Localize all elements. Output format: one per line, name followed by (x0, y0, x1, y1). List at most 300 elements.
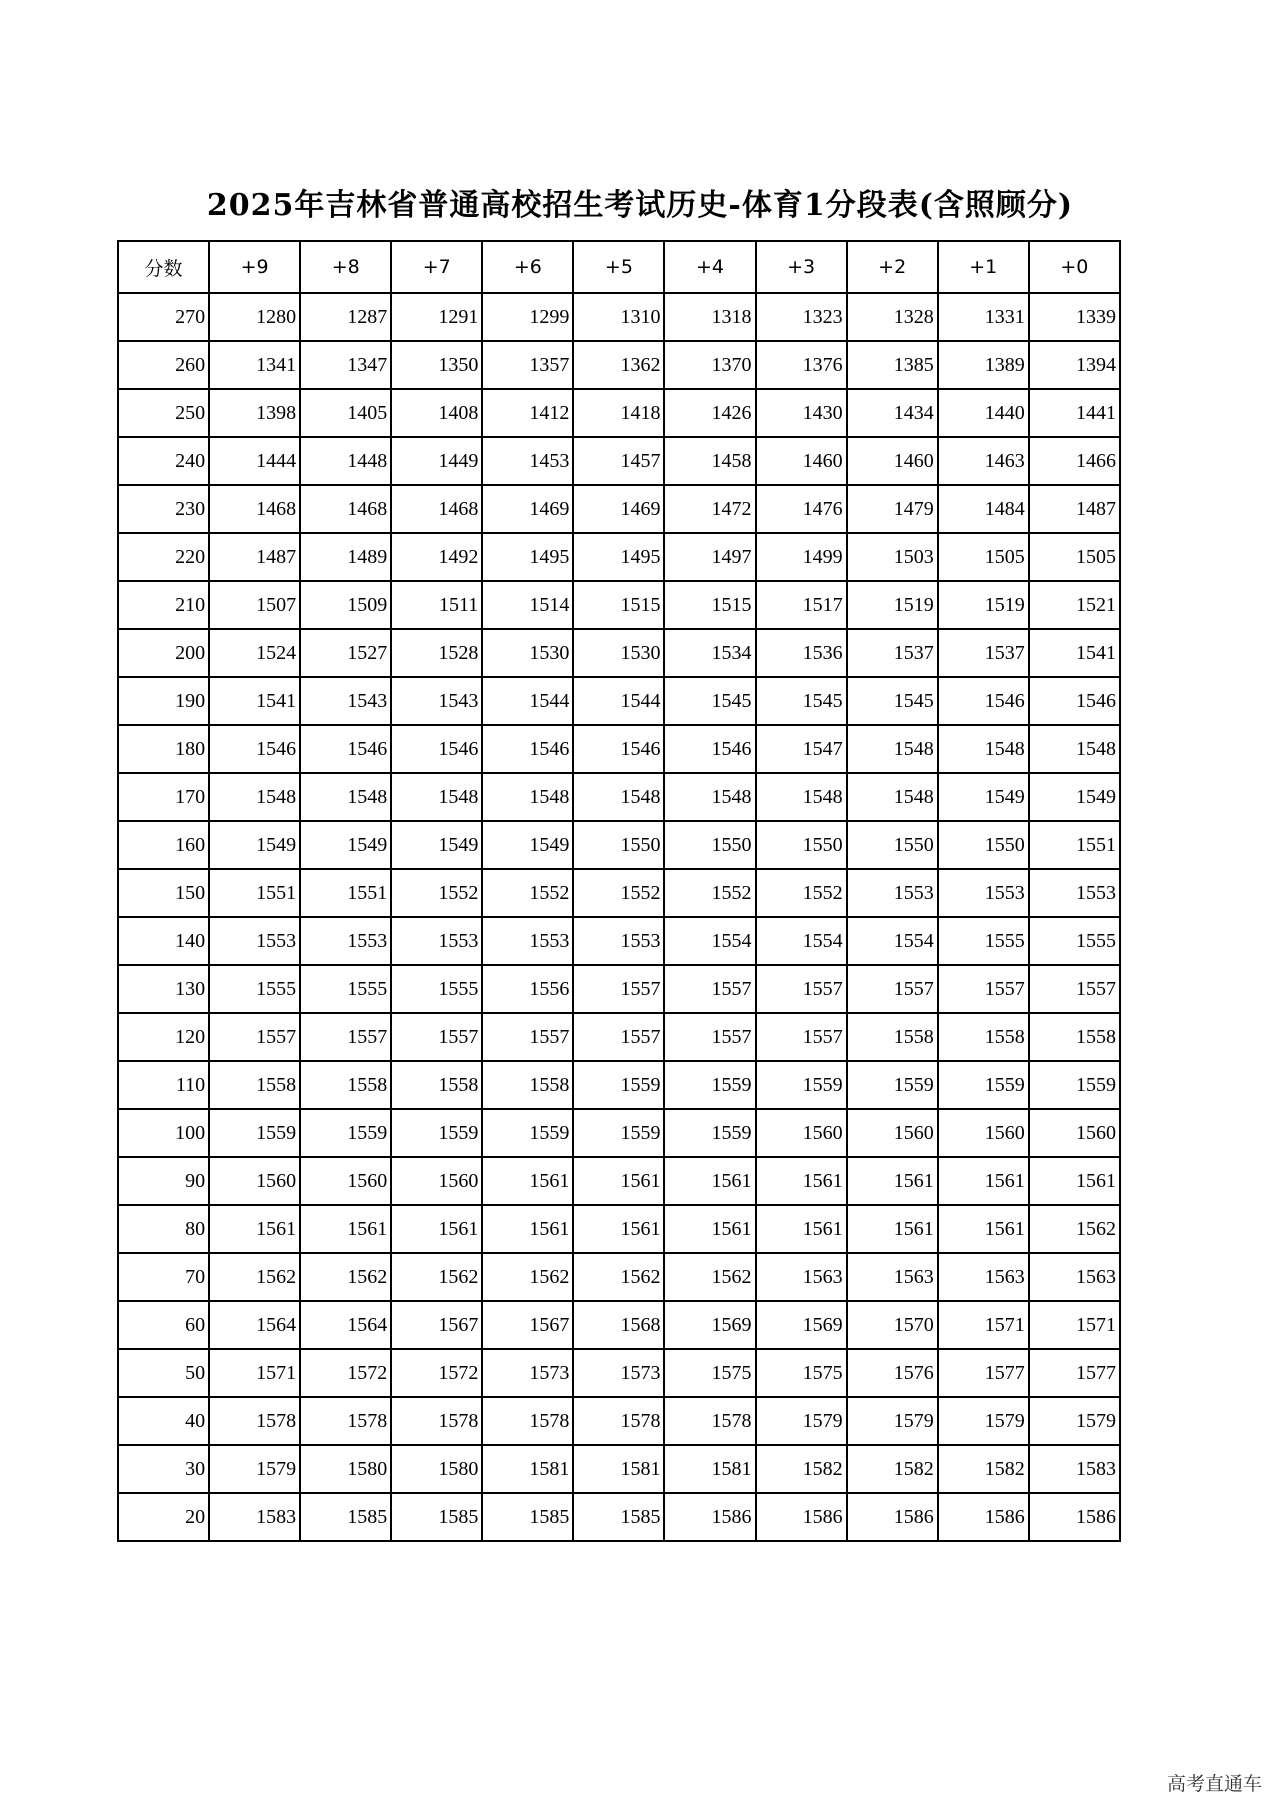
count-cell: 1509 (300, 581, 391, 629)
count-cell: 1545 (756, 677, 847, 725)
count-cell: 1560 (756, 1109, 847, 1157)
count-cell: 1561 (847, 1157, 938, 1205)
count-cell: 1567 (391, 1301, 482, 1349)
count-cell: 1553 (573, 917, 664, 965)
count-cell: 1550 (573, 821, 664, 869)
column-header: +4 (664, 241, 755, 293)
count-cell: 1489 (300, 533, 391, 581)
score-cell: 220 (118, 533, 209, 581)
count-cell: 1492 (391, 533, 482, 581)
count-cell: 1557 (756, 965, 847, 1013)
count-cell: 1582 (847, 1445, 938, 1493)
count-cell: 1561 (938, 1205, 1029, 1253)
score-cell: 100 (118, 1109, 209, 1157)
count-cell: 1546 (1029, 677, 1120, 725)
table-row (118, 869, 1120, 917)
count-cell: 1517 (756, 581, 847, 629)
count-cell: 1469 (482, 485, 573, 533)
table-row (118, 1205, 1120, 1253)
table-row (118, 1109, 1120, 1157)
count-cell: 1557 (1029, 965, 1120, 1013)
score-cell: 200 (118, 629, 209, 677)
count-cell: 1586 (664, 1493, 755, 1541)
count-cell: 1558 (938, 1013, 1029, 1061)
count-cell: 1558 (300, 1061, 391, 1109)
count-cell: 1559 (482, 1109, 573, 1157)
count-cell: 1515 (573, 581, 664, 629)
count-cell: 1557 (209, 1013, 300, 1061)
count-cell: 1557 (573, 1013, 664, 1061)
count-cell: 1580 (391, 1445, 482, 1493)
count-cell: 1559 (391, 1109, 482, 1157)
count-cell: 1544 (482, 677, 573, 725)
count-cell: 1550 (664, 821, 755, 869)
count-cell: 1546 (482, 725, 573, 773)
count-cell: 1558 (482, 1061, 573, 1109)
count-cell: 1561 (482, 1157, 573, 1205)
count-cell: 1484 (938, 485, 1029, 533)
page-title: 2025年吉林省普通高校招生考试历史-体育1分段表(含照顾分) (206, 188, 1074, 223)
table-row (118, 677, 1120, 725)
count-cell: 1564 (300, 1301, 391, 1349)
count-cell: 1553 (1029, 869, 1120, 917)
column-header: +6 (482, 241, 573, 293)
table-row (118, 1157, 1120, 1205)
count-cell: 1551 (300, 869, 391, 917)
count-cell: 1408 (391, 389, 482, 437)
count-cell: 1469 (573, 485, 664, 533)
count-cell: 1546 (664, 725, 755, 773)
column-header: +3 (756, 241, 847, 293)
count-cell: 1552 (573, 869, 664, 917)
table-row (118, 581, 1120, 629)
count-cell: 1578 (209, 1397, 300, 1445)
count-cell: 1578 (300, 1397, 391, 1445)
count-cell: 1561 (938, 1157, 1029, 1205)
count-cell: 1545 (664, 677, 755, 725)
count-cell: 1557 (573, 965, 664, 1013)
score-cell: 210 (118, 581, 209, 629)
count-cell: 1389 (938, 341, 1029, 389)
column-header: +2 (847, 241, 938, 293)
count-cell: 1579 (756, 1397, 847, 1445)
count-cell: 1557 (482, 1013, 573, 1061)
score-cell: 50 (118, 1349, 209, 1397)
table-row (118, 917, 1120, 965)
count-cell: 1291 (391, 293, 482, 341)
count-cell: 1557 (938, 965, 1029, 1013)
score-cell: 140 (118, 917, 209, 965)
count-cell: 1562 (664, 1253, 755, 1301)
count-cell: 1418 (573, 389, 664, 437)
score-cell: 70 (118, 1253, 209, 1301)
count-cell: 1562 (300, 1253, 391, 1301)
count-cell: 1561 (664, 1205, 755, 1253)
count-cell: 1554 (664, 917, 755, 965)
count-cell: 1581 (482, 1445, 573, 1493)
count-cell: 1561 (664, 1157, 755, 1205)
count-cell: 1582 (756, 1445, 847, 1493)
count-cell: 1394 (1029, 341, 1120, 389)
count-cell: 1573 (482, 1349, 573, 1397)
count-cell: 1545 (847, 677, 938, 725)
count-cell: 1444 (209, 437, 300, 485)
count-cell: 1548 (847, 773, 938, 821)
count-cell: 1463 (938, 437, 1029, 485)
score-cell: 190 (118, 677, 209, 725)
table-row (118, 485, 1120, 533)
count-cell: 1405 (300, 389, 391, 437)
table-row (118, 773, 1120, 821)
count-cell: 1563 (1029, 1253, 1120, 1301)
count-cell: 1546 (300, 725, 391, 773)
score-table (117, 240, 1121, 1542)
count-cell: 1550 (938, 821, 1029, 869)
count-cell: 1572 (391, 1349, 482, 1397)
count-cell: 1571 (1029, 1301, 1120, 1349)
count-cell: 1557 (756, 1013, 847, 1061)
count-cell: 1521 (1029, 581, 1120, 629)
count-cell: 1339 (1029, 293, 1120, 341)
count-cell: 1559 (209, 1109, 300, 1157)
count-cell: 1457 (573, 437, 664, 485)
count-cell: 1578 (391, 1397, 482, 1445)
count-cell: 1548 (847, 725, 938, 773)
table-row (118, 965, 1120, 1013)
count-cell: 1567 (482, 1301, 573, 1349)
table-row (118, 1013, 1120, 1061)
count-cell: 1548 (938, 725, 1029, 773)
count-cell: 1440 (938, 389, 1029, 437)
column-header: +9 (209, 241, 300, 293)
count-cell: 1536 (756, 629, 847, 677)
count-cell: 1557 (664, 1013, 755, 1061)
table-row (118, 293, 1120, 341)
count-cell: 1412 (482, 389, 573, 437)
table-row (118, 437, 1120, 485)
count-cell: 1549 (209, 821, 300, 869)
count-cell: 1476 (756, 485, 847, 533)
table-row (118, 1493, 1120, 1541)
table-row (118, 1445, 1120, 1493)
count-cell: 1571 (938, 1301, 1029, 1349)
count-cell: 1511 (391, 581, 482, 629)
count-cell: 1560 (938, 1109, 1029, 1157)
score-cell: 110 (118, 1061, 209, 1109)
score-cell: 270 (118, 293, 209, 341)
count-cell: 1554 (756, 917, 847, 965)
count-cell: 1524 (209, 629, 300, 677)
table-row (118, 1349, 1120, 1397)
score-cell: 170 (118, 773, 209, 821)
count-cell: 1553 (209, 917, 300, 965)
count-cell: 1318 (664, 293, 755, 341)
count-cell: 1514 (482, 581, 573, 629)
count-cell: 1398 (209, 389, 300, 437)
score-cell: 230 (118, 485, 209, 533)
count-cell: 1561 (1029, 1157, 1120, 1205)
watermark-text: 高考直通车 (1166, 1773, 1262, 1795)
score-cell: 30 (118, 1445, 209, 1493)
count-cell: 1561 (482, 1205, 573, 1253)
count-cell: 1586 (938, 1493, 1029, 1541)
count-cell: 1554 (847, 917, 938, 965)
count-cell: 1558 (209, 1061, 300, 1109)
table-row (118, 629, 1120, 677)
score-cell: 150 (118, 869, 209, 917)
count-cell: 1563 (756, 1253, 847, 1301)
count-cell: 1579 (209, 1445, 300, 1493)
count-cell: 1553 (847, 869, 938, 917)
count-cell: 1564 (209, 1301, 300, 1349)
score-cell: 260 (118, 341, 209, 389)
count-cell: 1586 (756, 1493, 847, 1541)
count-cell: 1559 (573, 1109, 664, 1157)
count-cell: 1558 (391, 1061, 482, 1109)
table-row (118, 821, 1120, 869)
count-cell: 1559 (938, 1061, 1029, 1109)
count-cell: 1466 (1029, 437, 1120, 485)
count-cell: 1530 (482, 629, 573, 677)
count-cell: 1280 (209, 293, 300, 341)
count-cell: 1548 (209, 773, 300, 821)
count-cell: 1350 (391, 341, 482, 389)
count-cell: 1515 (664, 581, 755, 629)
count-cell: 1487 (209, 533, 300, 581)
count-cell: 1546 (938, 677, 1029, 725)
count-cell: 1586 (847, 1493, 938, 1541)
count-cell: 1549 (938, 773, 1029, 821)
count-cell: 1553 (391, 917, 482, 965)
count-cell: 1586 (1029, 1493, 1120, 1541)
count-cell: 1576 (847, 1349, 938, 1397)
count-cell: 1572 (300, 1349, 391, 1397)
count-cell: 1560 (391, 1157, 482, 1205)
column-header: +0 (1029, 241, 1120, 293)
count-cell: 1559 (1029, 1061, 1120, 1109)
count-cell: 1537 (938, 629, 1029, 677)
count-cell: 1534 (664, 629, 755, 677)
count-cell: 1581 (664, 1445, 755, 1493)
count-cell: 1557 (664, 965, 755, 1013)
count-cell: 1577 (1029, 1349, 1120, 1397)
count-cell: 1580 (300, 1445, 391, 1493)
column-header: +8 (300, 241, 391, 293)
count-cell: 1505 (938, 533, 1029, 581)
count-cell: 1559 (664, 1061, 755, 1109)
column-header: +5 (573, 241, 664, 293)
count-cell: 1552 (664, 869, 755, 917)
count-cell: 1561 (756, 1205, 847, 1253)
count-cell: 1458 (664, 437, 755, 485)
count-cell: 1341 (209, 341, 300, 389)
count-cell: 1577 (938, 1349, 1029, 1397)
count-cell: 1569 (664, 1301, 755, 1349)
count-cell: 1560 (300, 1157, 391, 1205)
count-cell: 1505 (1029, 533, 1120, 581)
count-cell: 1541 (1029, 629, 1120, 677)
table-row (118, 1301, 1120, 1349)
count-cell: 1578 (482, 1397, 573, 1445)
count-cell: 1555 (938, 917, 1029, 965)
count-cell: 1549 (1029, 773, 1120, 821)
count-cell: 1549 (391, 821, 482, 869)
count-cell: 1546 (573, 725, 664, 773)
count-cell: 1559 (573, 1061, 664, 1109)
score-cell: 90 (118, 1157, 209, 1205)
count-cell: 1543 (300, 677, 391, 725)
count-cell: 1578 (664, 1397, 755, 1445)
count-cell: 1575 (664, 1349, 755, 1397)
count-cell: 1558 (1029, 1013, 1120, 1061)
count-cell: 1563 (938, 1253, 1029, 1301)
count-cell: 1376 (756, 341, 847, 389)
table-row (118, 533, 1120, 581)
count-cell: 1472 (664, 485, 755, 533)
count-cell: 1499 (756, 533, 847, 581)
count-cell: 1557 (391, 1013, 482, 1061)
count-cell: 1562 (482, 1253, 573, 1301)
count-cell: 1570 (847, 1301, 938, 1349)
count-cell: 1568 (573, 1301, 664, 1349)
count-cell: 1546 (391, 725, 482, 773)
count-cell: 1585 (573, 1493, 664, 1541)
count-cell: 1310 (573, 293, 664, 341)
score-cell: 80 (118, 1205, 209, 1253)
count-cell: 1548 (756, 773, 847, 821)
table-row (118, 389, 1120, 437)
count-cell: 1562 (573, 1253, 664, 1301)
table-row (118, 1061, 1120, 1109)
count-cell: 1575 (756, 1349, 847, 1397)
count-cell: 1562 (1029, 1205, 1120, 1253)
count-cell: 1562 (391, 1253, 482, 1301)
score-cell: 240 (118, 437, 209, 485)
table-body (118, 293, 1120, 1541)
count-cell: 1553 (482, 917, 573, 965)
column-header: +1 (938, 241, 1029, 293)
count-cell: 1548 (1029, 725, 1120, 773)
count-cell: 1561 (847, 1205, 938, 1253)
count-cell: 1453 (482, 437, 573, 485)
count-cell: 1543 (391, 677, 482, 725)
count-cell: 1559 (664, 1109, 755, 1157)
count-cell: 1555 (209, 965, 300, 1013)
count-cell: 1550 (847, 821, 938, 869)
table-row (118, 341, 1120, 389)
count-cell: 1585 (391, 1493, 482, 1541)
count-cell: 1430 (756, 389, 847, 437)
count-cell: 1553 (938, 869, 1029, 917)
count-cell: 1479 (847, 485, 938, 533)
count-cell: 1548 (573, 773, 664, 821)
count-cell: 1563 (847, 1253, 938, 1301)
count-cell: 1549 (300, 821, 391, 869)
count-cell: 1328 (847, 293, 938, 341)
count-cell: 1468 (300, 485, 391, 533)
count-cell: 1530 (573, 629, 664, 677)
count-cell: 1546 (209, 725, 300, 773)
count-cell: 1560 (847, 1109, 938, 1157)
score-cell: 160 (118, 821, 209, 869)
count-cell: 1548 (664, 773, 755, 821)
count-cell: 1347 (300, 341, 391, 389)
count-cell: 1448 (300, 437, 391, 485)
count-cell: 1503 (847, 533, 938, 581)
count-cell: 1559 (847, 1061, 938, 1109)
count-cell: 1468 (209, 485, 300, 533)
table-row (118, 725, 1120, 773)
count-cell: 1548 (391, 773, 482, 821)
count-cell: 1495 (573, 533, 664, 581)
count-cell: 1585 (482, 1493, 573, 1541)
count-cell: 1555 (1029, 917, 1120, 965)
table-row (118, 1397, 1120, 1445)
count-cell: 1434 (847, 389, 938, 437)
count-cell: 1519 (938, 581, 1029, 629)
count-cell: 1561 (391, 1205, 482, 1253)
count-cell: 1555 (391, 965, 482, 1013)
count-cell: 1560 (209, 1157, 300, 1205)
column-header: +7 (391, 241, 482, 293)
count-cell: 1585 (300, 1493, 391, 1541)
count-cell: 1548 (482, 773, 573, 821)
count-cell: 1527 (300, 629, 391, 677)
count-cell: 1571 (209, 1349, 300, 1397)
count-cell: 1507 (209, 581, 300, 629)
count-cell: 1560 (1029, 1109, 1120, 1157)
count-cell: 1331 (938, 293, 1029, 341)
count-cell: 1548 (300, 773, 391, 821)
score-cell: 120 (118, 1013, 209, 1061)
count-cell: 1357 (482, 341, 573, 389)
count-cell: 1581 (573, 1445, 664, 1493)
table-row (118, 1253, 1120, 1301)
count-cell: 1573 (573, 1349, 664, 1397)
score-cell: 250 (118, 389, 209, 437)
count-cell: 1287 (300, 293, 391, 341)
score-cell: 180 (118, 725, 209, 773)
count-cell: 1579 (847, 1397, 938, 1445)
table-header-row (118, 241, 1120, 293)
count-cell: 1487 (1029, 485, 1120, 533)
count-cell: 1552 (391, 869, 482, 917)
count-cell: 1578 (573, 1397, 664, 1445)
count-cell: 1555 (300, 965, 391, 1013)
count-cell: 1441 (1029, 389, 1120, 437)
score-cell: 60 (118, 1301, 209, 1349)
count-cell: 1549 (482, 821, 573, 869)
count-cell: 1557 (300, 1013, 391, 1061)
count-cell: 1460 (847, 437, 938, 485)
count-cell: 1579 (1029, 1397, 1120, 1445)
count-cell: 1449 (391, 437, 482, 485)
count-cell: 1561 (573, 1205, 664, 1253)
count-cell: 1385 (847, 341, 938, 389)
count-cell: 1561 (756, 1157, 847, 1205)
count-cell: 1551 (209, 869, 300, 917)
count-cell: 1544 (573, 677, 664, 725)
score-cell: 20 (118, 1493, 209, 1541)
count-cell: 1537 (847, 629, 938, 677)
count-cell: 1362 (573, 341, 664, 389)
column-header-score: 分数 (118, 241, 209, 293)
count-cell: 1553 (300, 917, 391, 965)
count-cell: 1497 (664, 533, 755, 581)
count-cell: 1552 (756, 869, 847, 917)
count-cell: 1559 (300, 1109, 391, 1157)
count-cell: 1370 (664, 341, 755, 389)
